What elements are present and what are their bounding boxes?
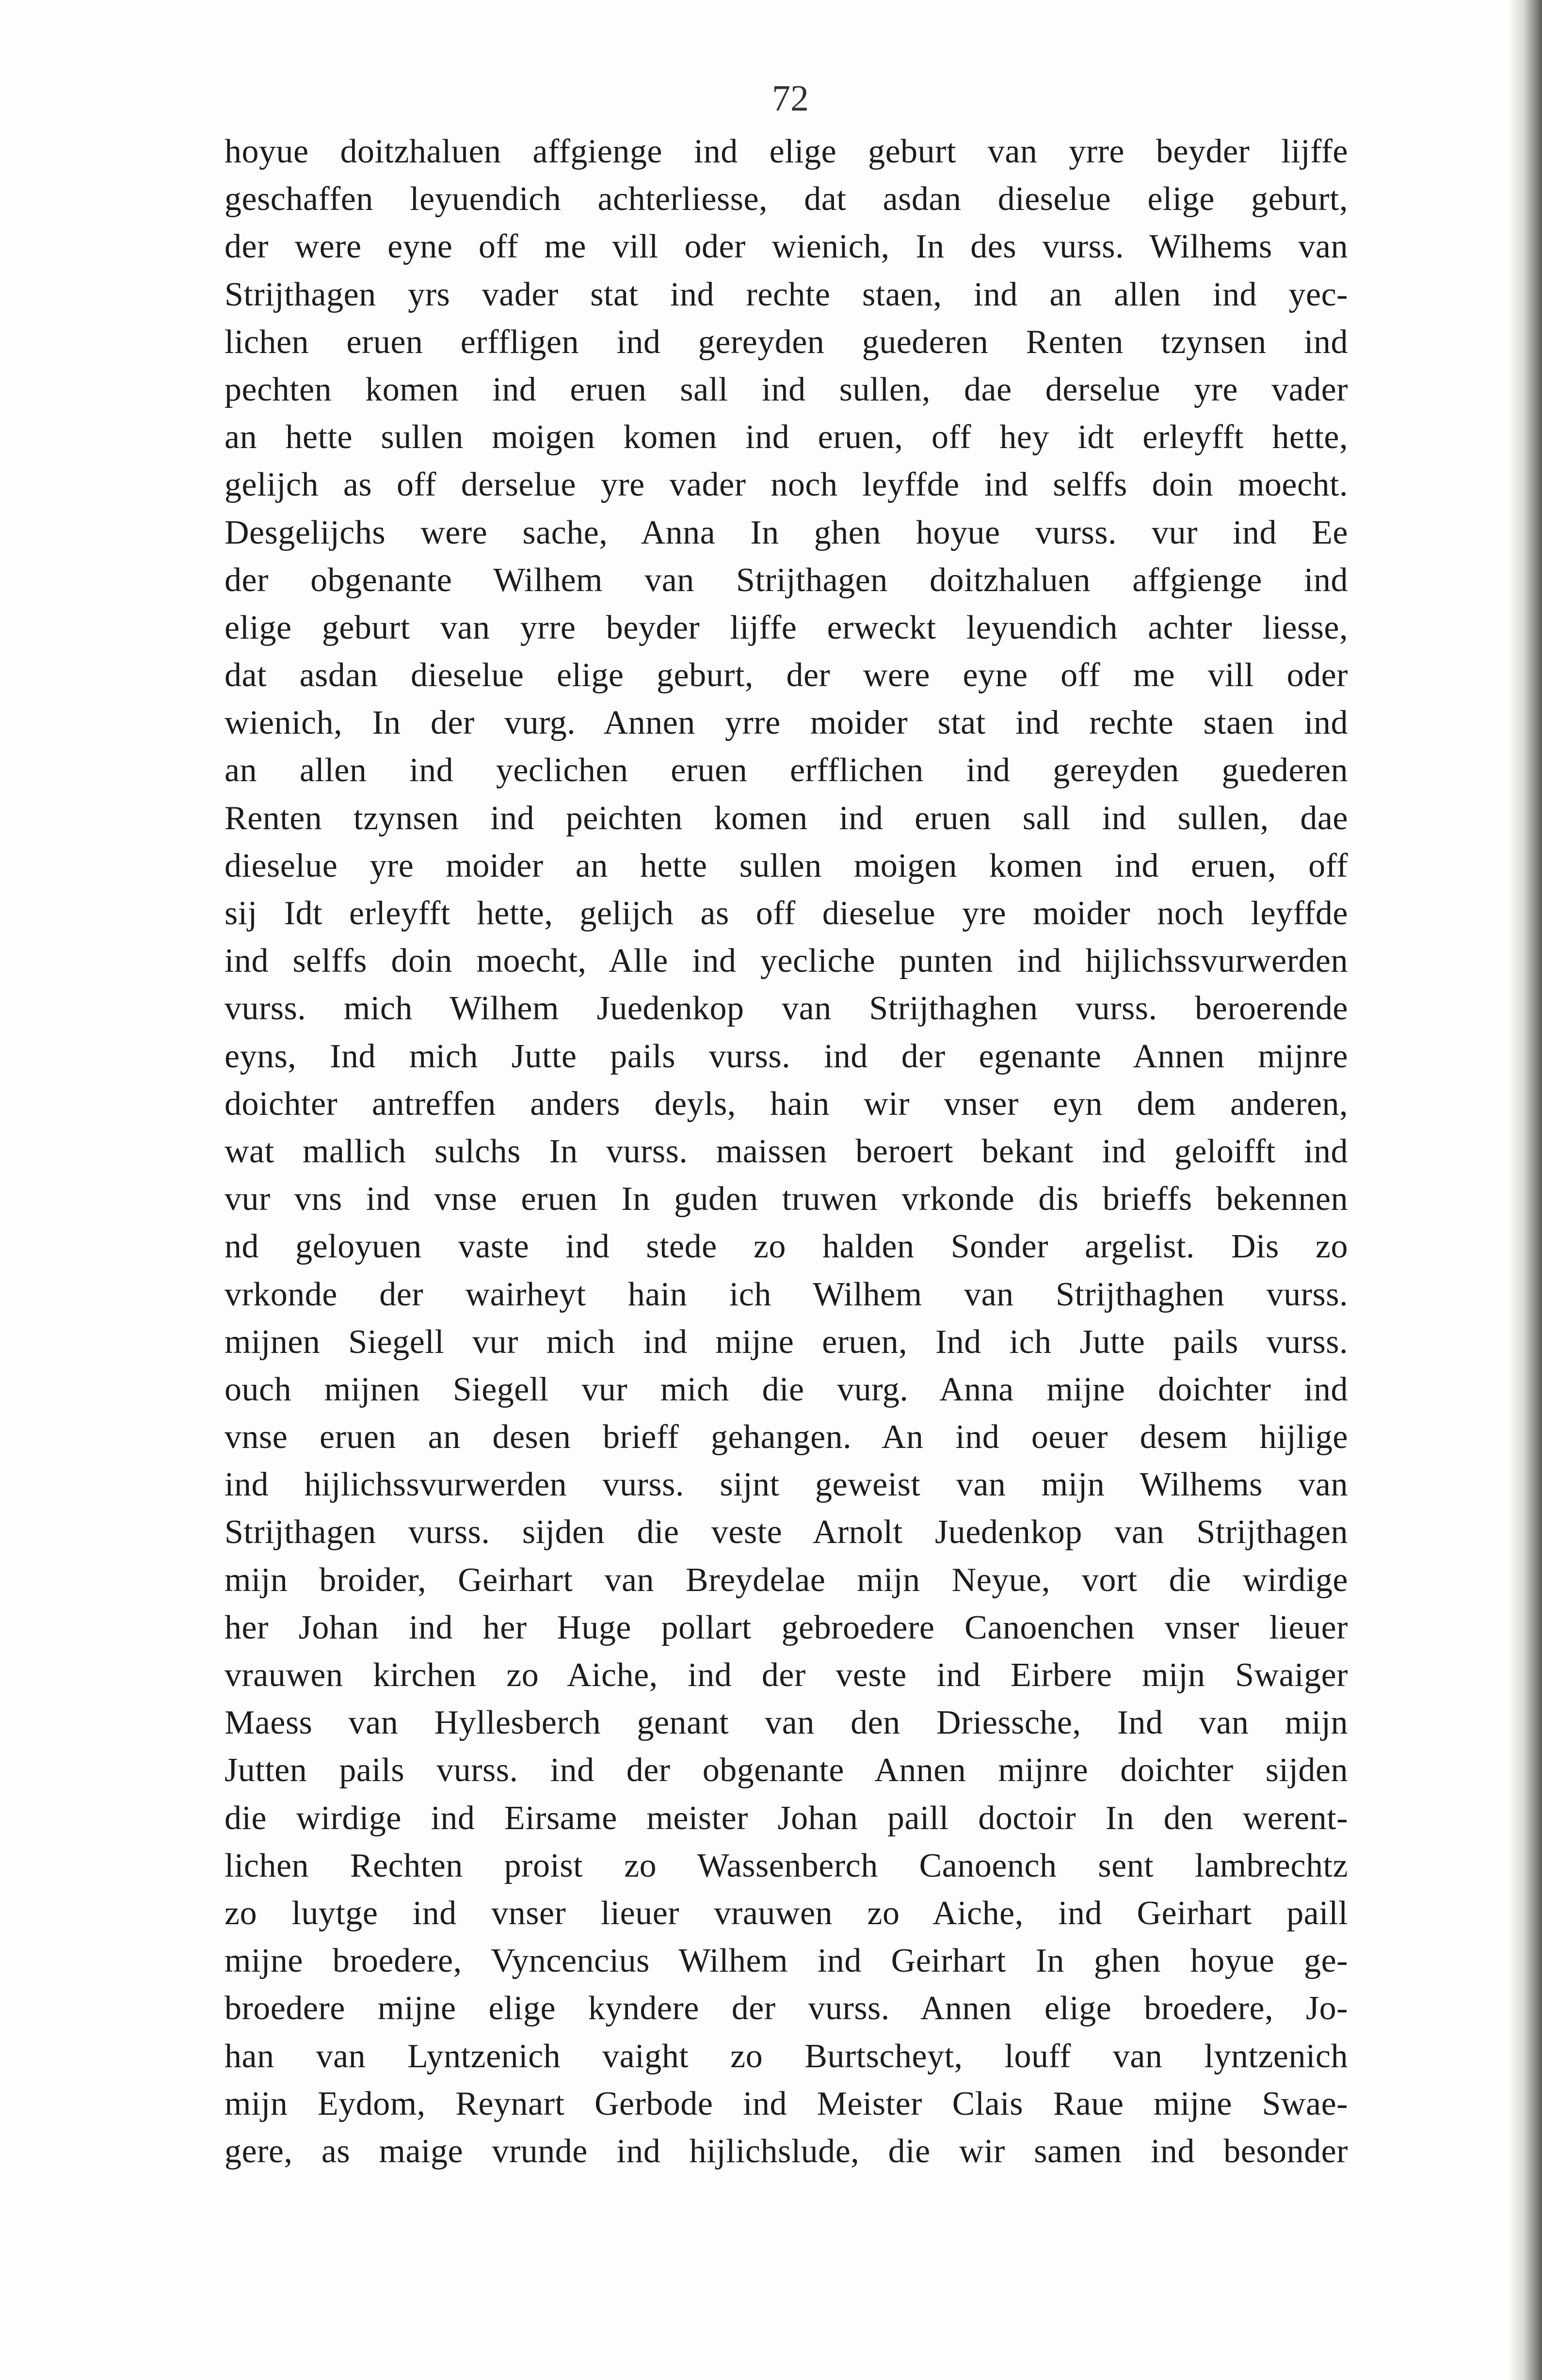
text-line: nd geloyuen vaste ind stede zo halden Sonder argelist. Dis zo	[225, 1228, 1348, 1266]
text-line: sij Idt erleyfft hette, gelijch as off dieselue yre moider noch leyffde	[225, 895, 1348, 932]
text-line: die wirdige ind Eirsame meister Johan paill doctoir In den werent-	[225, 1799, 1348, 1837]
text-line: eyns, Ind mich Jutte pails vurss. ind der egenante Annen mijnre	[225, 1037, 1348, 1075]
text-line: gelijch as off derselue yre vader noch leyffde ind selffs doin moecht.	[225, 466, 1348, 504]
text-line: ouch mijnen Siegell vur mich die vurg. Anna mijne doichter ind	[225, 1370, 1348, 1408]
page-number: 72	[772, 78, 809, 119]
text-line: der obgenante Wilhem van Strijthagen doitzhaluen affgienge ind	[225, 561, 1348, 599]
text-line: ind selffs doin moecht, Alle ind yecliche punten ind hijlichssvurwerden	[225, 942, 1348, 980]
text-line: Maess van Hyllesberch genant van den Driessche, Ind van mijn	[225, 1704, 1348, 1742]
text-line: mijnen Siegell vur mich ind mijne eruen, Ind ich Jutte pails vurss.	[225, 1323, 1348, 1361]
text-line: Strijthagen yrs vader stat ind rechte staen, ind an allen ind yec-	[225, 275, 1348, 313]
text-line: mijne broedere, Vyncencius Wilhem ind Geirhart In ghen hoyue ge-	[225, 1942, 1348, 1980]
text-line: mijn Eydom, Reynart Gerbode ind Meister Clais Raue mijne Swae-	[225, 2085, 1348, 2123]
text-line: ind hijlichssvurwerden vurss. sijnt geweist van mijn Wilhems van	[225, 1466, 1348, 1504]
text-line: wat mallich sulchs In vurss. maissen beroert bekant ind geloifft ind	[225, 1132, 1348, 1170]
text-line: broedere mijne elige kyndere der vurss. Annen elige broedere, Jo-	[225, 1990, 1348, 2027]
text-line: lichen Rechten proist zo Wassenberch Canoench sent lambrechtz	[225, 1847, 1348, 1884]
text-line: doichter antreffen anders deyls, hain wir vnser eyn dem anderen,	[225, 1085, 1348, 1123]
text-line: Renten tzynsen ind peichten komen ind eruen sall ind sullen, dae	[225, 799, 1348, 837]
text-line: an allen ind yeclichen eruen erfflichen ind gereyden guederen	[225, 752, 1348, 789]
text-line: zo luytge ind vnser lieuer vrauwen zo Aiche, ind Geirhart paill	[225, 1894, 1348, 1932]
body-text	[225, 128, 1348, 2175]
text-line: geschaffen leyuendich achterliesse, dat asdan dieselue elige geburt,	[225, 180, 1348, 218]
text-line: Jutten pails vurss. ind der obgenante Annen mijnre doichter sijden	[225, 1752, 1348, 1789]
text-line: vurss. mich Wilhem Juedenkop van Strijthaghen vurss. beroerende	[225, 990, 1348, 1028]
text-line: vrkonde der wairheyt hain ich Wilhem van Strijthaghen vurss.	[225, 1275, 1348, 1313]
text-line: her Johan ind her Huge pollart gebroedere Canoenchen vnser lieuer	[225, 1608, 1348, 1646]
page-binding-shadow	[1508, 0, 1542, 2380]
text-line: lichen eruen erffligen ind gereyden guederen Renten tzynsen ind	[225, 323, 1348, 361]
text-line: wienich, In der vurg. Annen yrre moider stat ind rechte staen ind	[225, 704, 1348, 742]
text-line: gere, as maige vrunde ind hijlichslude, die wir samen ind besonder	[225, 2132, 1348, 2170]
text-line: Desgelijchs were sache, Anna In ghen hoyue vurss. vur ind Ee	[225, 514, 1348, 551]
text-line: an hette sullen moigen komen ind eruen, off hey idt erleyfft hette,	[225, 418, 1348, 456]
text-line: der were eyne off me vill oder wienich, In des vurss. Wilhems van	[225, 228, 1348, 266]
text-line: Strijthagen vurss. sijden die veste Arnolt Juedenkop van Strijthagen	[225, 1513, 1348, 1551]
text-line: vrauwen kirchen zo Aiche, ind der veste ind Eirbere mijn Swaiger	[225, 1656, 1348, 1694]
text-line: han van Lyntzenich vaight zo Burtscheyt, louff van lyntzenich	[225, 2037, 1348, 2075]
text-line: hoyue doitzhaluen affgienge ind elige geburt van yrre beyder lijffe	[225, 133, 1348, 170]
text-line: vur vns ind vnse eruen In guden truwen vrkonde dis brieffs bekennen	[225, 1180, 1348, 1218]
text-line: dieselue yre moider an hette sullen moigen komen ind eruen, off	[225, 847, 1348, 884]
text-line: vnse eruen an desen brieff gehangen. An ind oeuer desem hijlige	[225, 1418, 1348, 1456]
text-line: pechten komen ind eruen sall ind sullen, dae derselue yre vader	[225, 370, 1348, 408]
text-line: elige geburt van yrre beyder lijffe erweckt leyuendich achter liesse,	[225, 609, 1348, 646]
text-line: dat asdan dieselue elige geburt, der were eyne off me vill oder	[225, 657, 1348, 694]
text-line: mijn broider, Geirhart van Breydelae mijn Neyue, vort die wirdige	[225, 1561, 1348, 1599]
